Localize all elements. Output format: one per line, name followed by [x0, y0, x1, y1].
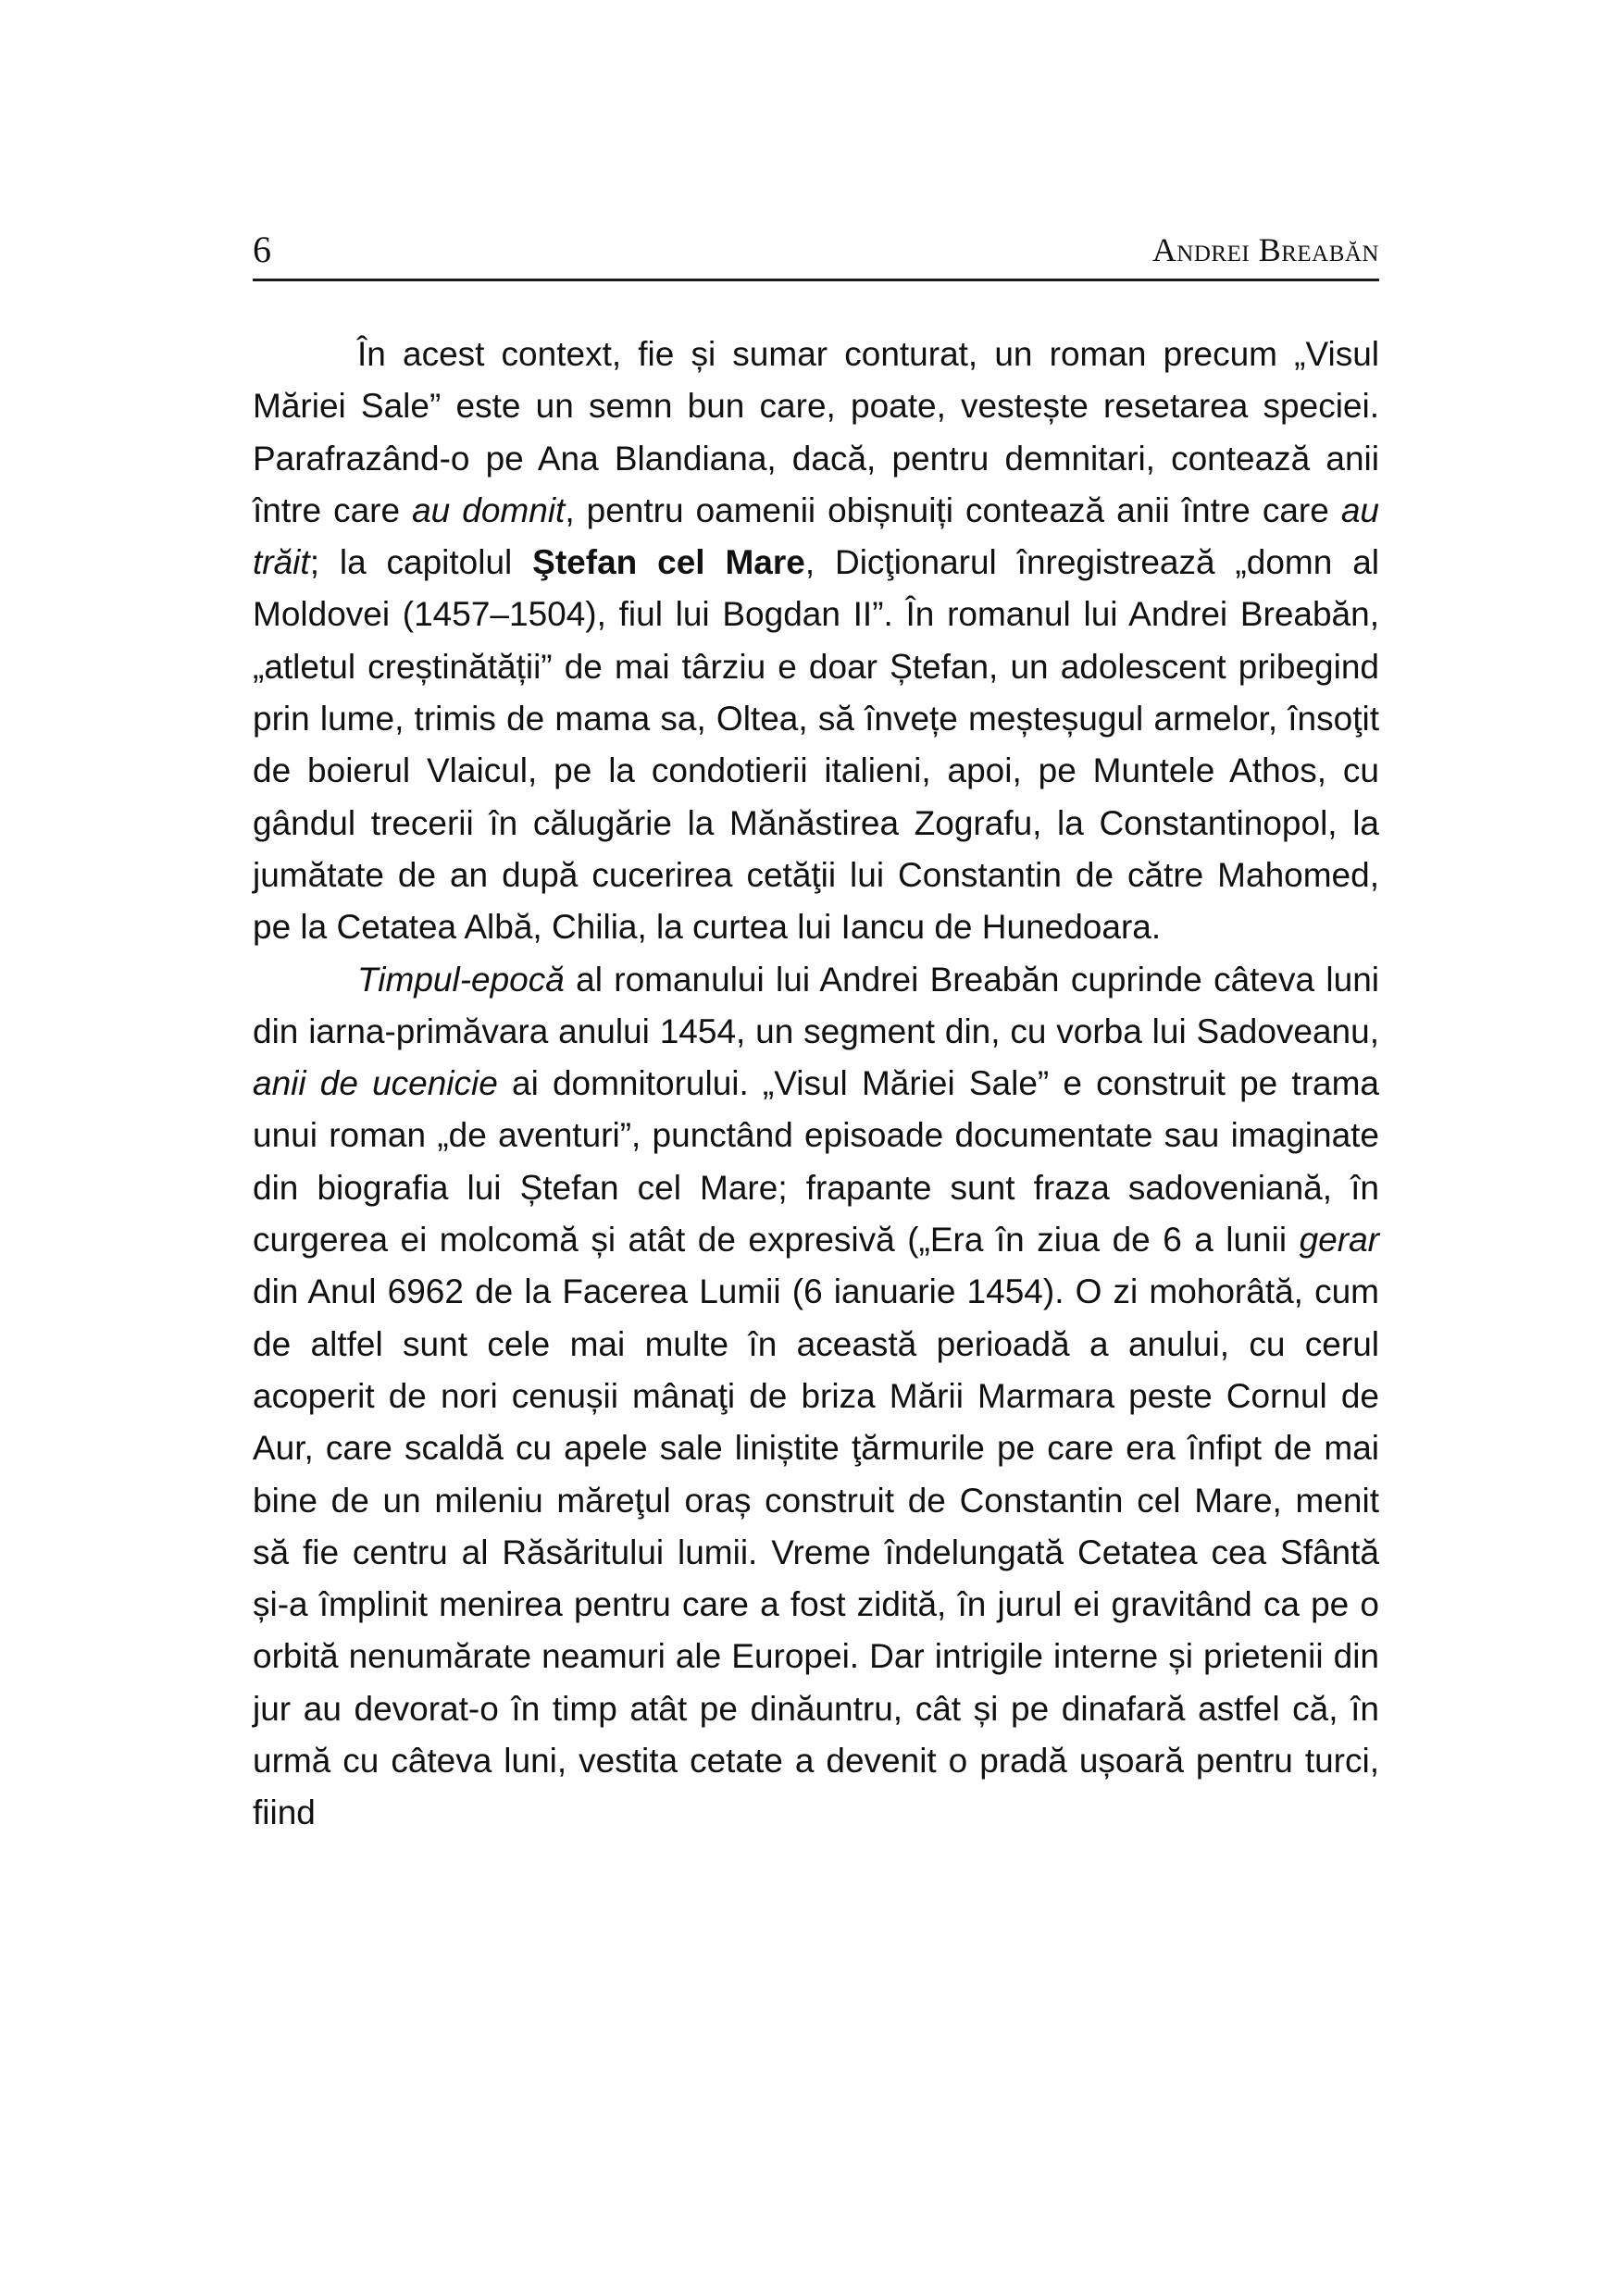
- paragraph: [253, 329, 1379, 954]
- page-header: [253, 227, 1379, 281]
- italic-phrase: au trăit: [253, 490, 1380, 582]
- paragraph: [253, 954, 1379, 1840]
- bold-entry-term: Ştefan cel Mare: [532, 543, 805, 582]
- italic-phrase: Timpul-epocă: [357, 960, 565, 999]
- text-run: din Anul 6962 de la Facerea Lumii (6 ianuarie 1454). O zi mohorâtă, cum de altfel sunt cele mai multe în această perioadă a anului, cu cerul acoperit de nori cenușii mânaţi de briza Mării Marmara peste Cornul de Aur, care scaldă cu apele sale liniștite ţărmurile pe care era înfipt de mai bine de un mileniu măreţul oraș construit de Constantin cel Mare, menit să fie centru al Răsăritului lumii. Vreme îndelungată Cetatea cea Sfântă și-a împlinit menirea pentru care a fost zidită, în jurul ei gravitând ca pe o orbită nenumărate neamuri ale Europei. Dar intrigile interne și prietenii din jur au devorat-o în timp atât pe dinăuntru, cât și pe dinafară astfel că, în urmă cu câteva luni, vestita cetate a devenit o pradă ușoară pentru turci, fiind: [253, 1272, 1379, 1832]
- text-run: ai domnitorului. „Visul Măriei Sale” e construit pe trama unui roman „de aventuri”, punctând episoade documentate sau imaginate din biografia lui Ștefan cel Mare; frapante sunt fraza sadoveniană, în curgerea ei molcomă și atât de expresivă („Era în ziua de 6 a lunii: [253, 1064, 1379, 1260]
- running-head: Andrei Breabăn: [1151, 231, 1379, 268]
- italic-phrase: gerar: [1299, 1221, 1379, 1260]
- text-run: al romanului lui Andrei Breabăn cuprinde câteva luni din iarna-primăvara anului 1454, un segment din, cu vorba lui Sadoveanu,: [253, 960, 1379, 1050]
- italic-phrase: au domnit: [412, 490, 566, 529]
- text-run: , Dicţionarul înregistrează „domn al Moldovei (1457–1504), fiul lui Bogdan II”. În romanul lui Andrei Breabăn, „atletul creștinătății” de mai târziu e doar Ștefan, un adolescent pribegind prin lume, trimis de mama sa, Oltea, să învețe meșteșugul armelor, însoţit de boierul Vlaicul, pe la condotierii italieni, apoi, pe Muntele Athos, cu gândul trecerii în călugărie la Mănăstirea Zografu, la Constantinopol, la jumătate de an după cucerirea cetăţii lui Constantin de către Mahomed, pe la Cetatea Albă, Chilia, la curtea lui Iancu de Hunedoara.: [253, 543, 1379, 947]
- text-run: În acest context, fie și sumar conturat, un roman precum „Visul Măriei Sale” este un semn bun care, poate, vestește resetarea speciei. Parafrazând-o pe Ana Blandiana, dacă, pentru demnitari, contează anii între care: [253, 335, 1379, 529]
- page-number: 6: [253, 229, 271, 270]
- text-run: , pentru oamenii obișnuiți contează anii între care: [565, 490, 1341, 529]
- body-text: [253, 329, 1379, 1840]
- text-run: ; la capitolul: [309, 543, 533, 582]
- italic-phrase: anii de ucenicie: [253, 1064, 498, 1103]
